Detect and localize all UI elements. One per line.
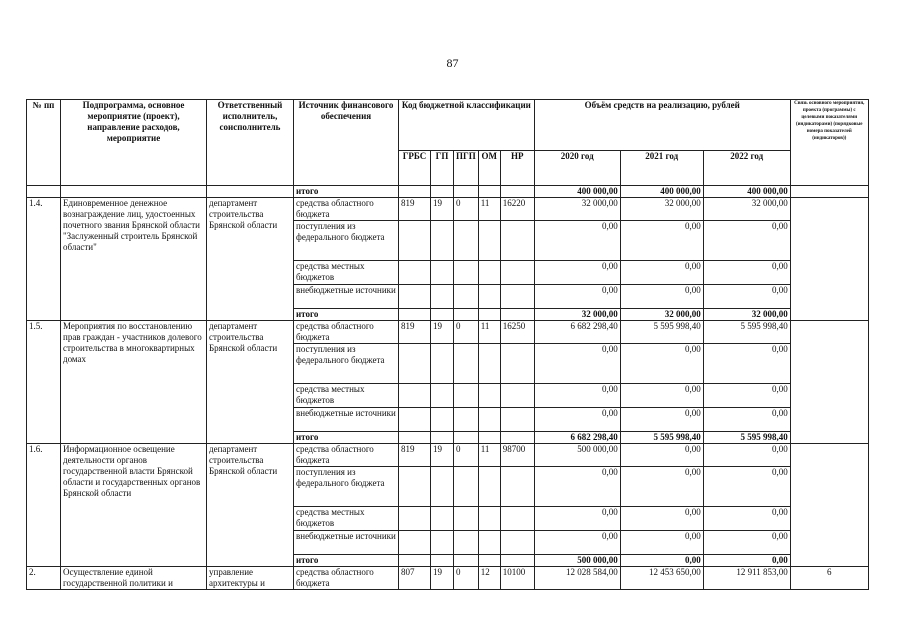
total-label: итого <box>294 309 399 321</box>
code-gp: 19 <box>431 198 454 221</box>
value-2021: 0,00 <box>620 285 703 309</box>
value-2020: 0,00 <box>534 261 620 285</box>
value-2022: 0,00 <box>703 344 790 384</box>
row-number: 1.6. <box>27 444 61 567</box>
funding-source: средства областного бюджета <box>294 444 399 467</box>
row-number: 1.5. <box>27 321 61 444</box>
header-gp: ГП <box>431 151 454 186</box>
program-title: Осуществление единой государственной политики и <box>61 567 207 590</box>
value-2020: 0,00 <box>534 221 620 261</box>
value-2020: 32 000,00 <box>534 198 620 221</box>
code-grbs: 819 <box>399 321 431 344</box>
total-label: итого <box>294 555 399 567</box>
funding-source: поступления из федерального бюджета <box>294 221 399 261</box>
table-row <box>27 444 869 467</box>
total-2021: 5 595 998,40 <box>620 432 703 444</box>
indicator-link <box>790 321 868 444</box>
indicator-link <box>790 198 868 321</box>
code-grbs: 819 <box>399 198 431 221</box>
funding-source: средства областного бюджета <box>294 567 399 590</box>
code-nr: 16220 <box>500 198 534 221</box>
value-2021: 0,00 <box>620 344 703 384</box>
code-pgp: 0 <box>454 321 479 344</box>
code-gp: 19 <box>431 444 454 467</box>
code-om: 11 <box>478 321 500 344</box>
executor: департамент строительства Брянской области <box>207 321 294 444</box>
funding-source: средства областного бюджета <box>294 198 399 221</box>
code-om: 11 <box>478 444 500 467</box>
header-om: ОМ <box>478 151 500 186</box>
code-nr: 16250 <box>500 321 534 344</box>
value-2021: 0,00 <box>620 507 703 531</box>
code-nr: 10100 <box>500 567 534 590</box>
value-2021: 32 000,00 <box>620 198 703 221</box>
value-2020: 0,00 <box>534 408 620 432</box>
program-title: Информационное освещение деятельности органов государственной власти Брянской области и государственных органов Брянской области <box>61 444 207 567</box>
value-2020: 0,00 <box>534 467 620 507</box>
header-year-2020: 2020 год <box>534 151 620 186</box>
total-label: итого <box>294 186 399 198</box>
value-2021: 0,00 <box>620 467 703 507</box>
value-2022: 0,00 <box>703 408 790 432</box>
total-2022: 400 000,00 <box>703 186 790 198</box>
total-label: итого <box>294 432 399 444</box>
value-2022: 0,00 <box>703 444 790 467</box>
value-2021: 0,00 <box>620 531 703 555</box>
value-2020: 0,00 <box>534 384 620 408</box>
value-2020: 0,00 <box>534 344 620 384</box>
header-nr: НР <box>500 151 534 186</box>
value-2022: 5 595 998,40 <box>703 321 790 344</box>
total-2021: 400 000,00 <box>620 186 703 198</box>
funding-source: поступления из федерального бюджета <box>294 344 399 384</box>
total-2021: 32 000,00 <box>620 309 703 321</box>
value-2020: 6 682 298,40 <box>534 321 620 344</box>
header-num: № пп <box>27 100 61 186</box>
table-row <box>27 198 869 221</box>
total-2022: 32 000,00 <box>703 309 790 321</box>
program-title: Мероприятия по восстановлению прав граждан - участников долевого строительства в многоквартирных домах <box>61 321 207 444</box>
table-row <box>27 321 869 344</box>
value-2022: 0,00 <box>703 221 790 261</box>
funding-source: средства местных бюджетов <box>294 261 399 285</box>
header-year-2021: 2021 год <box>620 151 703 186</box>
page-number: 87 <box>446 56 459 70</box>
value-2020: 0,00 <box>534 531 620 555</box>
value-2022: 0,00 <box>703 384 790 408</box>
value-2022: 32 000,00 <box>703 198 790 221</box>
value-2021: 12 453 650,00 <box>620 567 703 590</box>
header-grbs: ГРБС <box>399 151 431 186</box>
row-number: 1.4. <box>27 198 61 321</box>
program-title: Единовременное денежное вознаграждение лиц, удостоенных почетного звания Брянской области "Заслуженный строитель Брянской области" <box>61 198 207 321</box>
value-2020: 12 028 584,00 <box>534 567 620 590</box>
table-row-top-total <box>27 186 869 198</box>
code-grbs: 819 <box>399 444 431 467</box>
row-number: 2. <box>27 567 61 590</box>
value-2021: 0,00 <box>620 444 703 467</box>
indicator-link <box>790 444 868 567</box>
funding-source: средства местных бюджетов <box>294 384 399 408</box>
total-2020: 32 000,00 <box>534 309 620 321</box>
code-nr: 98700 <box>500 444 534 467</box>
value-2021: 0,00 <box>620 408 703 432</box>
code-pgp: 0 <box>454 444 479 467</box>
total-2020: 400 000,00 <box>534 186 620 198</box>
value-2021: 0,00 <box>620 261 703 285</box>
value-2020: 0,00 <box>534 507 620 531</box>
code-grbs: 807 <box>399 567 431 590</box>
value-2022: 0,00 <box>703 467 790 507</box>
header-link: Связь основного мероприятия, проекта (программы) с целевыми показателями (индикаторами) (порядковые номера показателей (индикаторов)) <box>790 100 868 186</box>
executor: департамент строительства Брянской области <box>207 444 294 567</box>
header-year-2022: 2022 год <box>703 151 790 186</box>
value-2022: 12 911 853,00 <box>703 567 790 590</box>
header-volume: Объём средств на реализацию, рублей <box>534 100 790 151</box>
funding-source: внебюджетные источники <box>294 531 399 555</box>
code-gp: 19 <box>431 321 454 344</box>
total-2022: 5 595 998,40 <box>703 432 790 444</box>
table-row <box>27 567 869 590</box>
value-2022: 0,00 <box>703 507 790 531</box>
value-2022: 0,00 <box>703 261 790 285</box>
funding-source: внебюджетные источники <box>294 285 399 309</box>
code-om: 11 <box>478 198 500 221</box>
header-executor: Ответственный исполнитель, соисполнитель <box>207 100 294 186</box>
budget-table <box>26 99 869 590</box>
executor: управление архитектуры и <box>207 567 294 590</box>
funding-source: средства областного бюджета <box>294 321 399 344</box>
value-2021: 0,00 <box>620 221 703 261</box>
funding-source: поступления из федерального бюджета <box>294 467 399 507</box>
total-2020: 500 000,00 <box>534 555 620 567</box>
header-program: Подпрограмма, основное мероприятие (проект), направление расходов, мероприятие <box>61 100 207 186</box>
code-om: 12 <box>478 567 500 590</box>
total-2020: 6 682 298,40 <box>534 432 620 444</box>
value-2022: 0,00 <box>703 285 790 309</box>
code-pgp: 0 <box>454 198 479 221</box>
code-pgp: 0 <box>454 567 479 590</box>
header-source: Источник финансового обеспечения <box>294 100 399 186</box>
value-2020: 500 000,00 <box>534 444 620 467</box>
funding-source: средства местных бюджетов <box>294 507 399 531</box>
value-2021: 5 595 998,40 <box>620 321 703 344</box>
value-2020: 0,00 <box>534 285 620 309</box>
executor: департамент строительства Брянской области <box>207 198 294 321</box>
total-2022: 0,00 <box>703 555 790 567</box>
value-2022: 0,00 <box>703 531 790 555</box>
indicator-link: 6 <box>790 567 868 590</box>
header-pgp: ПГП <box>454 151 479 186</box>
value-2021: 0,00 <box>620 384 703 408</box>
header-kbk: Код бюджетной классификации <box>399 100 535 151</box>
total-2021: 0,00 <box>620 555 703 567</box>
code-gp: 19 <box>431 567 454 590</box>
funding-source: внебюджетные источники <box>294 408 399 432</box>
